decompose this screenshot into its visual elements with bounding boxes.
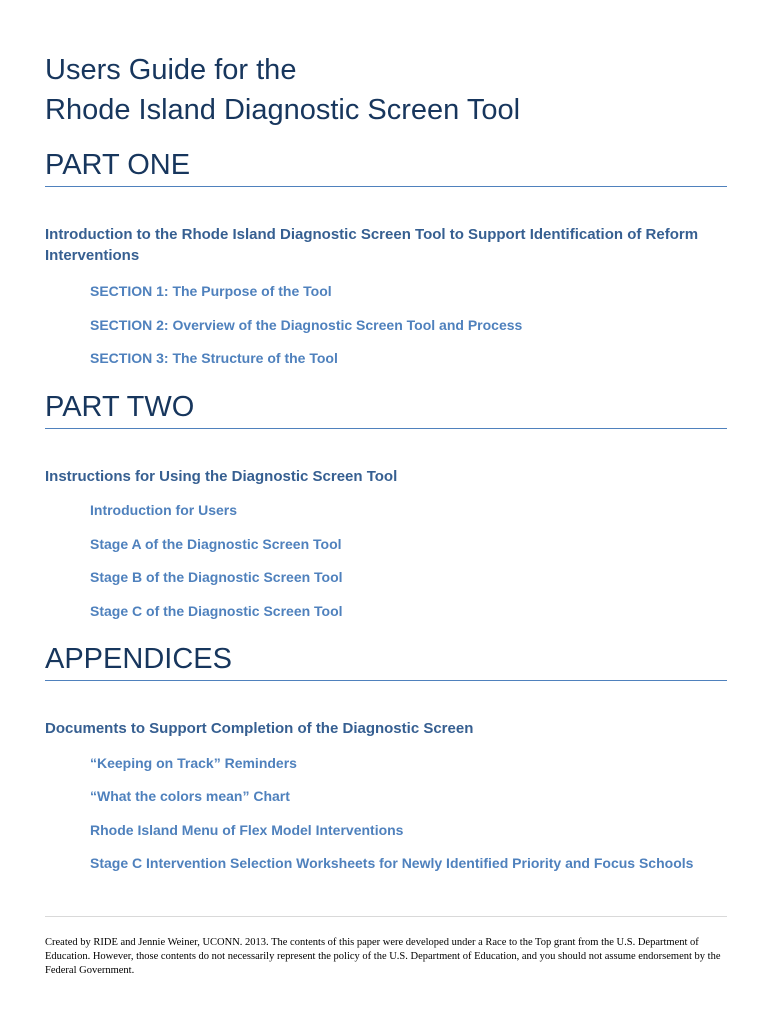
document-title xyxy=(45,50,735,130)
toc-link-colors-chart[interactable]: “What the colors mean” Chart xyxy=(90,788,290,804)
part-two-heading: PART TWO xyxy=(45,391,195,423)
toc-link-stage-c-worksheets[interactable]: Stage C Intervention Selection Worksheets for Newly Identified Priority and Focus Schools xyxy=(90,855,694,871)
footer-disclaimer: Created by RIDE and Jennie Weiner, UCONN. 2013. The contents of this paper were developed under a Race to the Top grant from the U.S. Department of Education. However, those contents do not necessarily represent the policy of the U.S. Department of Education, and you should not assume endorsement by the Federal Government. xyxy=(45,937,721,976)
toc-link-stage-c[interactable]: Stage C of the Diagnostic Screen Tool xyxy=(90,603,343,619)
toc-link-stage-b[interactable]: Stage B of the Diagnostic Screen Tool xyxy=(90,569,343,585)
part-two-subheading[interactable]: Instructions for Using the Diagnostic Screen Tool xyxy=(45,468,398,485)
appendices-heading: APPENDICES xyxy=(45,643,232,675)
toc-link-flex-model-menu[interactable]: Rhode Island Menu of Flex Model Interventions xyxy=(90,822,404,838)
toc-link-introduction-for-users[interactable]: Introduction for Users xyxy=(90,502,238,518)
footer-divider xyxy=(45,916,727,917)
toc-link-keeping-on-track[interactable]: “Keeping on Track” Reminders xyxy=(90,755,297,771)
part-one-subheading[interactable]: Introduction to the Rhode Island Diagnostic Screen Tool to Support Identification of Reform Interventions xyxy=(45,226,699,264)
part-two-header xyxy=(45,390,727,429)
title-line-2: Rhode Island Diagnostic Screen Tool xyxy=(45,94,521,126)
part-one-heading: PART ONE xyxy=(45,149,191,181)
toc-link-section-3[interactable]: SECTION 3: The Structure of the Tool xyxy=(90,350,338,366)
title-line-1: Users Guide for the xyxy=(45,54,297,86)
toc-link-section-1[interactable]: SECTION 1: The Purpose of the Tool xyxy=(90,283,332,299)
appendices-header xyxy=(45,642,727,681)
part-one-header xyxy=(45,148,727,187)
toc-link-section-2[interactable]: SECTION 2: Overview of the Diagnostic Screen Tool and Process xyxy=(90,317,523,333)
appendices-subheading[interactable]: Documents to Support Completion of the Diagnostic Screen xyxy=(45,720,474,737)
toc-link-stage-a[interactable]: Stage A of the Diagnostic Screen Tool xyxy=(90,536,342,552)
